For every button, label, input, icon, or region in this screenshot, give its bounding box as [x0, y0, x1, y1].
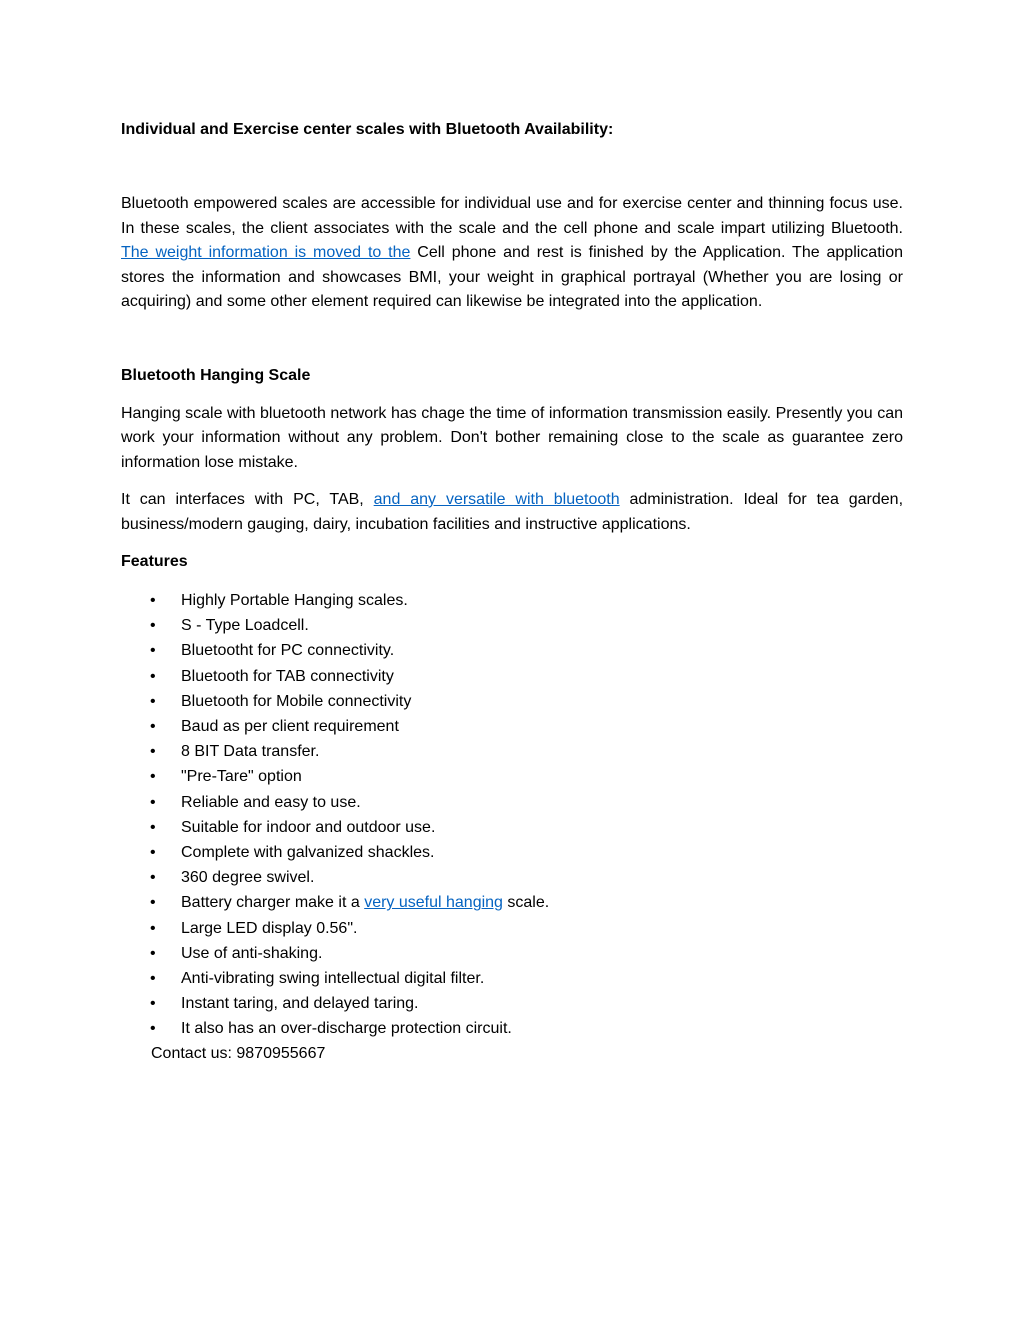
battery-text-after: scale. [502, 894, 550, 912]
list-item [121, 588, 903, 613]
feature-text: Bluetooth for Mobile connectivity [181, 692, 412, 710]
list-item [121, 664, 903, 689]
list-item [121, 815, 903, 840]
network-paragraph: Hanging scale with bluetooth network has chage the time of information transmission easily. Presently you can work your information without any problem. Don't bother remaining close to the scale as guarantee zero information lose mistake. [121, 404, 903, 471]
feature-text: Reliable and easy to use. [181, 793, 361, 811]
feature-text: Suitable for indoor and outdoor use. [181, 818, 436, 836]
document-title: Individual and Exercise center scales with Bluetooth Availability: [121, 121, 614, 138]
feature-text: Complete with galvanized shackles. [181, 844, 435, 862]
feature-text: Anti-vibrating swing intellectual digital filter. [181, 970, 485, 988]
feature-text: Instant taring, and delayed taring. [181, 995, 419, 1013]
contact-line: Contact us: 9870955667 [151, 1044, 326, 1062]
feature-text: Bluetootht for PC connectivity. [181, 642, 395, 660]
list-item [121, 840, 903, 865]
bullet-icon: • [150, 667, 156, 685]
list-item [121, 890, 903, 915]
list-item [121, 689, 903, 714]
weight-information-link[interactable]: The weight information is moved to the [121, 244, 411, 261]
list-item [121, 790, 903, 815]
list-item [121, 613, 903, 638]
list-item [121, 966, 903, 991]
bullet-icon: • [150, 592, 156, 609]
list-item [121, 714, 903, 739]
list-item [121, 638, 903, 663]
list-item [121, 991, 903, 1016]
bullet-icon: • [150, 1020, 156, 1038]
bullet-icon: • [150, 944, 156, 962]
feature-text: S - Type Loadcell. [181, 617, 309, 635]
interfaces-text-after: administration. Ideal for tea garden, business/modern gauging, dairy, incubation facilities and instructive applications. [121, 491, 904, 533]
versatile-bluetooth-link[interactable]: and any versatile with bluetooth [373, 491, 620, 508]
interfaces-paragraph [121, 488, 903, 537]
feature-text: Baud as per client requirement [181, 718, 399, 736]
bullet-icon: • [150, 768, 156, 786]
bullet-icon: • [150, 793, 156, 811]
intro-text-before: Bluetooth empowered scales are accessible for individual use and for exercise center and thinning focus use. In these scales, the client associates with the scale and the cell phone and scale impart utilizing Bluetooth. [121, 195, 903, 237]
list-item [121, 764, 903, 789]
interfaces-text-before: It can interfaces with PC, TAB, [121, 491, 374, 508]
bullet-icon: • [150, 919, 156, 937]
list-item [121, 916, 903, 941]
battery-text-before: Battery charger make it a [181, 894, 365, 912]
bullet-icon: • [150, 970, 156, 988]
feature-text: It also has an over-discharge protection circuit. [181, 1020, 512, 1038]
feature-text: Highly Portable Hanging scales. [181, 592, 408, 609]
feature-text: Large LED display 0.56". [181, 919, 358, 937]
feature-text: Use of anti-shaking. [181, 944, 323, 962]
feature-text: 360 degree swivel. [181, 869, 315, 887]
bullet-icon: • [150, 995, 156, 1013]
list-item [121, 865, 903, 890]
intro-paragraph [121, 192, 903, 315]
features-heading: Features [121, 553, 188, 570]
list-item [121, 941, 903, 966]
very-useful-hanging-link[interactable]: very useful hanging [364, 894, 503, 912]
bullet-icon: • [150, 642, 156, 660]
bullet-icon: • [150, 818, 156, 836]
section-heading-hanging-scale: Bluetooth Hanging Scale [121, 366, 311, 384]
list-item [121, 1016, 903, 1041]
bullet-icon: • [150, 743, 156, 761]
features-list [121, 588, 903, 1042]
document-page [121, 118, 903, 1066]
bullet-icon: • [150, 894, 156, 912]
bullet-icon: • [150, 869, 156, 887]
bullet-icon: • [150, 617, 156, 635]
bullet-icon: • [150, 692, 156, 710]
feature-text: 8 BIT Data transfer. [181, 743, 320, 761]
bullet-icon: • [150, 844, 156, 862]
feature-text: Bluetooth for TAB connectivity [181, 667, 394, 685]
bullet-icon: • [150, 718, 156, 736]
list-item [121, 739, 903, 764]
feature-text: "Pre-Tare" option [181, 768, 302, 786]
intro-text-after: Cell phone and rest is finished by the Application. The application stores the information and showcases BMI, your weight in graphical portrayal (Whether you are losing or acquiring) and some other element required can likewise be integrated into the application. [121, 244, 903, 310]
